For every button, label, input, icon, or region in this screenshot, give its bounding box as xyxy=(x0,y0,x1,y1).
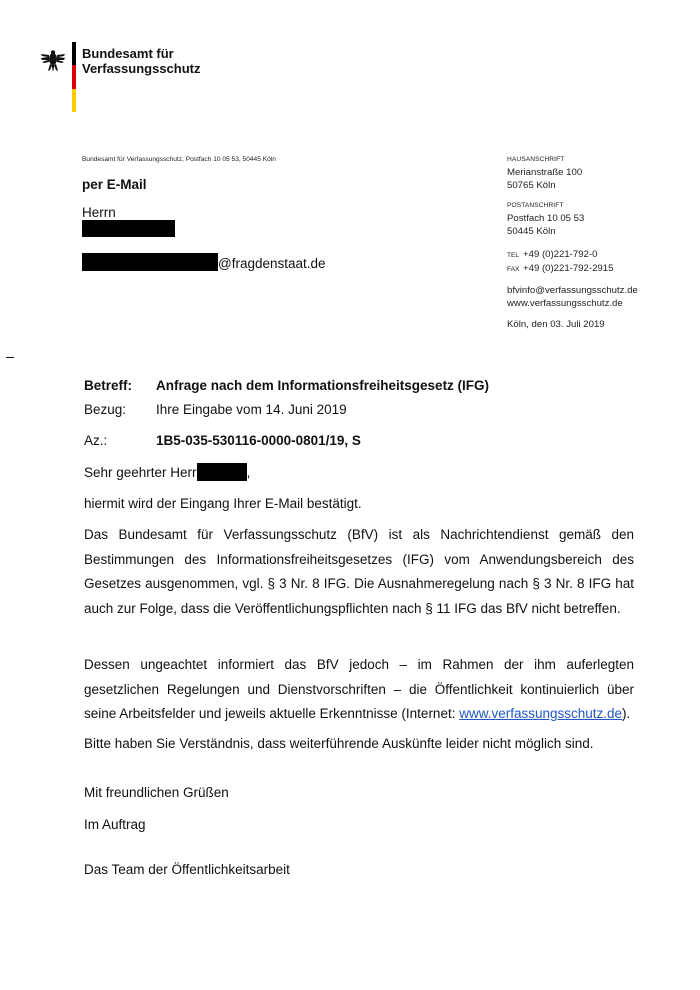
flag-stripe xyxy=(72,42,76,112)
website-link[interactable]: www.verfassungsschutz.de xyxy=(459,706,623,721)
contact-email: bfvinfo@verfassungsschutz.de xyxy=(507,285,638,296)
paragraph-3 xyxy=(84,653,634,727)
paragraph-3-text: Dessen ungeachtet informiert das BfV jedoch – im Rahmen der ihm auferlegten gesetzlichen Regelungen und Dienstvorschriften – die Öffentlichkeit kontinuierlich über seine Arbeitsfelder und jeweils aktuelle Erkenntnisse (Internet: xyxy=(84,657,634,721)
telephone-row xyxy=(507,248,687,262)
file-number-value: 1B5-035-530116-0000-0801/19, S xyxy=(156,433,361,448)
house-street: Merianstraße 100 xyxy=(507,167,583,178)
file-number-row xyxy=(84,433,361,448)
subject-row xyxy=(84,378,489,393)
fax-row xyxy=(507,262,687,276)
greeting-suffix: , xyxy=(246,465,251,480)
reference-row xyxy=(84,402,347,417)
closing-regards: Mit freundlichen Grüßen xyxy=(84,785,229,800)
fax-label: FAX xyxy=(507,266,520,273)
paragraph-4: Bitte haben Sie Verständnis, dass weiterführende Auskünfte leider nicht möglich sind. xyxy=(84,736,594,751)
greeting-name-redaction xyxy=(197,463,247,481)
sender-info-block xyxy=(507,156,687,331)
house-city: 50765 Köln xyxy=(507,180,556,191)
paragraph-1: hiermit wird der Eingang Ihrer E-Mail bestätigt. xyxy=(84,496,362,511)
file-number-label: Az.: xyxy=(84,433,108,448)
greeting xyxy=(84,463,250,481)
fax-number: +49 (0)221-792-2915 xyxy=(523,263,614,274)
telephone-number: +49 (0)221-792-0 xyxy=(523,249,598,260)
recipient-name-redaction xyxy=(82,220,175,237)
organization-name xyxy=(82,46,201,76)
reference-value: Ihre Eingabe vom 14. Juni 2019 xyxy=(156,402,347,417)
subject-value: Anfrage nach dem Informationsfreiheitsgesetz (IFG) xyxy=(156,378,490,393)
post-city: 50445 Köln xyxy=(507,226,556,237)
paragraph-2: Das Bundesamt für Verfassungsschutz (BfV) ist als Nachrichtendienst gemäß den Bestimmungen des Informationsfreiheitsgesetzes (IFG) vom Anwendungsbereich des Gesetzes ausgenommen, vgl. § 3 Nr. 8 IFG. Die Ausnahmeregelung nach § 3 Nr. 8 IFG hat auch zur Folge, dass die Veröffentlichungspflichten nach § 11 IFG das BfV nicht betreffen. xyxy=(84,527,634,616)
recipient-salutation: Herrn xyxy=(82,205,116,220)
recipient-email-domain: @fragdenstaat.de xyxy=(218,256,326,271)
fold-mark xyxy=(6,357,14,358)
house-address-header: HAUSANSCHRIFT xyxy=(507,156,565,163)
organization-name-line2: Verfassungsschutz xyxy=(82,61,201,76)
email-user-redaction xyxy=(82,253,218,271)
federal-eagle-icon xyxy=(40,48,66,74)
reference-label: Bezug: xyxy=(84,402,127,417)
recipient-email xyxy=(82,253,326,271)
closing-signature: Das Team der Öffentlichkeitsarbeit xyxy=(84,862,290,877)
greeting-prefix: Sehr geehrter Herr xyxy=(84,465,197,480)
letter-date: Köln, den 03. Juli 2019 xyxy=(507,319,605,330)
tel-label: TEL xyxy=(507,252,520,259)
post-address-header: POSTANSCHRIFT xyxy=(507,202,564,209)
organization-name-line1: Bundesamt für xyxy=(82,46,174,61)
post-box: Postfach 10 05 53 xyxy=(507,213,585,224)
closing-on-behalf: Im Auftrag xyxy=(84,817,146,832)
paragraph-3-end: ). xyxy=(622,706,631,721)
contact-website: www.verfassungsschutz.de xyxy=(507,298,623,309)
subject-label: Betreff: xyxy=(84,378,133,393)
delivery-method: per E-Mail xyxy=(82,177,147,192)
sender-return-address: Bundesamt für Verfassungsschutz, Postfach 10 05 53, 50445 Köln xyxy=(82,156,276,163)
